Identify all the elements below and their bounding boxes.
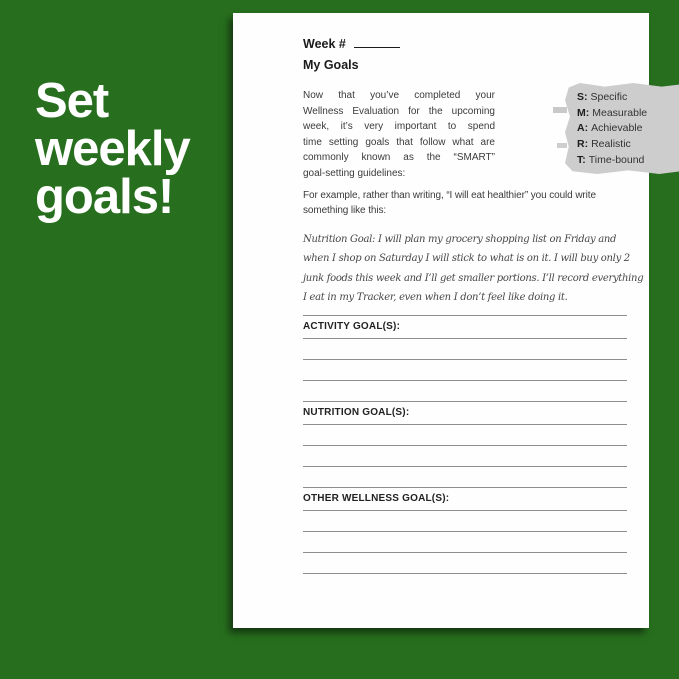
intro-line: week, it’s very important to spend	[303, 121, 495, 133]
poster-headline	[35, 74, 190, 224]
section-heading-activity: ACTIVITY GOAL(S):	[303, 321, 627, 339]
example-intro-paragraph	[303, 188, 627, 219]
handwriting-line: junk foods this week and I’ll get smaller portions. I’ll record everything	[303, 272, 644, 284]
smart-item	[577, 90, 679, 106]
writing-line	[303, 553, 627, 574]
intro-line: Now that you’ve completed your	[303, 90, 495, 101]
goals-form	[303, 315, 627, 574]
intro-line: Wellness Evaluation for the upcoming	[303, 105, 495, 117]
writing-line	[303, 360, 627, 381]
smart-item	[577, 121, 679, 137]
smart-item	[577, 137, 679, 153]
smart-letter: A:	[577, 122, 589, 135]
headline-line: weekly	[35, 122, 190, 176]
handwriting-line: when I shop on Saturday I will stick to what is on it. I will buy only 2	[303, 253, 630, 265]
smart-word: Specific	[590, 91, 628, 103]
week-blank-line	[354, 37, 400, 48]
writing-line	[303, 467, 627, 488]
smart-list	[565, 83, 679, 169]
writing-line	[303, 381, 627, 402]
writing-line	[303, 446, 627, 467]
smart-letter: T:	[577, 153, 586, 166]
smart-guidelines-box	[565, 83, 679, 174]
handwriting-line: I eat in my Tracker, even when I don’t feel like doing it.	[303, 292, 568, 304]
smart-word: Measurable	[592, 106, 648, 119]
writing-line	[303, 315, 627, 316]
worksheet-title: My Goals	[303, 58, 359, 72]
week-number-row	[303, 37, 627, 51]
example-intro-line: For example, rather than writing, “I will eat healthier” you could write	[303, 189, 596, 201]
intro-line: time setting goals that follow what are	[303, 136, 495, 148]
writing-line	[303, 511, 627, 532]
writing-line	[303, 532, 627, 553]
intro-line: goal-setting guidelines:	[303, 167, 406, 179]
smart-word: Realistic	[591, 138, 631, 151]
worksheet-paper	[233, 13, 649, 628]
smart-word: Time-bound	[588, 153, 645, 166]
writing-line	[303, 425, 627, 446]
writing-line	[303, 339, 627, 360]
smart-item	[577, 106, 679, 122]
example-intro-line: something like this:	[303, 205, 387, 217]
week-label: Week #	[303, 37, 346, 51]
smart-word: Achievable	[591, 122, 643, 135]
intro-line: commonly known as the “SMART”	[303, 152, 495, 164]
headline-line: Set	[35, 74, 109, 128]
intro-paragraph	[303, 88, 495, 182]
smart-letter: S:	[577, 91, 588, 103]
handwriting-line: Nutrition Goal: I will plan my grocery shopping list on Friday and	[303, 233, 617, 245]
smart-letter: M:	[577, 106, 590, 119]
section-heading-other-wellness: OTHER WELLNESS GOAL(S):	[303, 493, 627, 511]
section-heading-nutrition: NUTRITION GOAL(S):	[303, 407, 627, 425]
handwritten-example-goal	[303, 230, 644, 308]
smart-item	[577, 153, 679, 169]
headline-line: goals!	[35, 170, 174, 224]
smart-letter: R:	[577, 138, 589, 151]
